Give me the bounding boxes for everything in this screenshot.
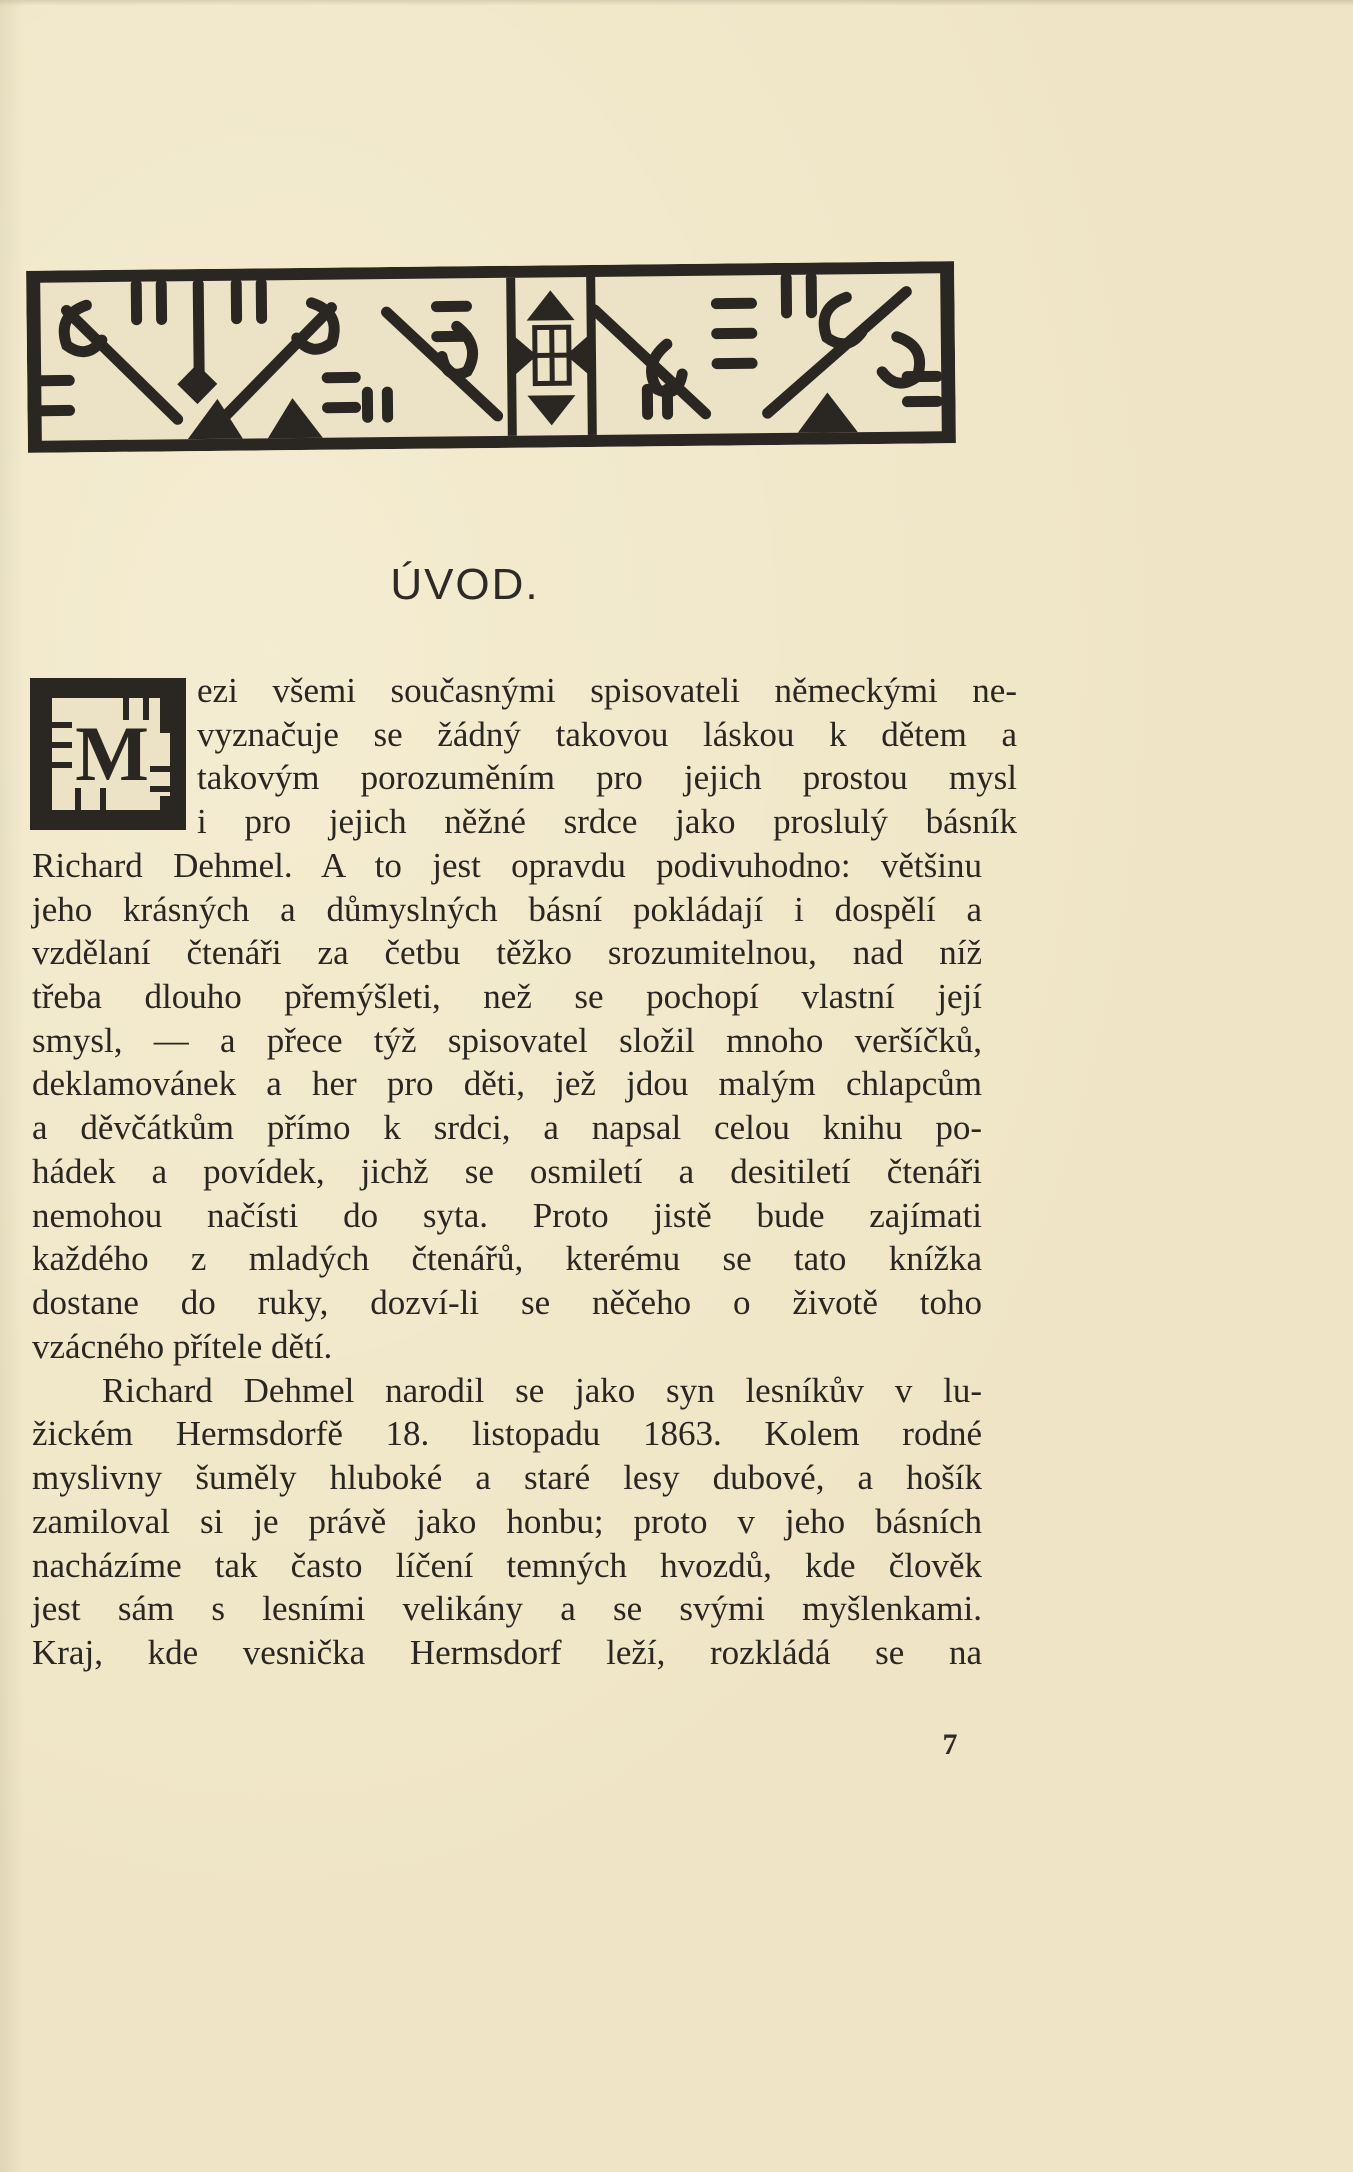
drop-cap-initial	[30, 678, 186, 830]
text-line: jeho krásných a důmyslných básní pokládají i dospělí a	[32, 890, 982, 929]
text-line: Richard Dehmel. A to jest opravdu podivuhodno: většinu	[32, 846, 982, 885]
text-line: deklamovánek a her pro děti, jež jdou malým chlapcům	[32, 1064, 982, 1103]
text-line: Richard Dehmel narodil se jako syn lesníkův v lu-	[102, 1371, 982, 1410]
text-line: nacházíme tak často líčení temných hvozdů, kde člověk	[32, 1546, 982, 1585]
text-line: ezi všemi současnými spisovateli německými ne-	[197, 671, 1017, 710]
text-line: i pro jejich něžné srdce jako proslulý básník	[197, 802, 1017, 841]
text-line: zamiloval si je právě jako honbu; proto v jeho básních	[32, 1502, 982, 1541]
text-line: vzdělaní čtenáři za četbu těžko srozumitelnou, nad níž	[32, 933, 982, 972]
text-line: myslivny šuměly hluboké a staré lesy dubové, a hošík	[32, 1458, 982, 1497]
text-line: třeba dlouho přemýšleti, než se pochopí vlastní její	[32, 977, 982, 1016]
text-line: vyznačuje se žádný takovou láskou k dětem a	[197, 715, 1017, 754]
text-line: jest sám s lesními velikány a se svými myšlenkami.	[32, 1589, 982, 1628]
page-number: 7	[942, 1728, 958, 1761]
text-line: a děvčátkům přímo k srdci, a napsal celou knihu po-	[32, 1108, 982, 1147]
text-line: každého z mladých čtenářů, kterému se tato knížka	[32, 1239, 982, 1278]
chapter-title: ÚVOD.	[390, 560, 540, 609]
text-line: Kraj, kde vesnička Hermsdorf leží, rozkládá se na	[32, 1633, 982, 1672]
text-line: takovým porozuměním pro jejich prostou mysl	[197, 758, 1017, 797]
drop-cap-letter: M	[75, 710, 149, 797]
text-line: hádek a povídek, jichž se osmiletí a desitiletí čtenáři	[32, 1152, 982, 1191]
text-line: žickém Hermsdorfě 18. listopadu 1863. Kolem rodné	[32, 1414, 982, 1453]
text-line: smysl, — a přece týž spisovatel složil mnoho veršíčků,	[32, 1021, 982, 1060]
text-line: dostane do ruky, dozví-li se něčeho o životě toho	[32, 1283, 982, 1322]
text-line: nemohou načísti do syta. Proto jistě bude zajímati	[32, 1196, 982, 1235]
ornament-header-icon	[26, 261, 956, 453]
text-line: vzácného přítele dětí.	[32, 1327, 333, 1366]
